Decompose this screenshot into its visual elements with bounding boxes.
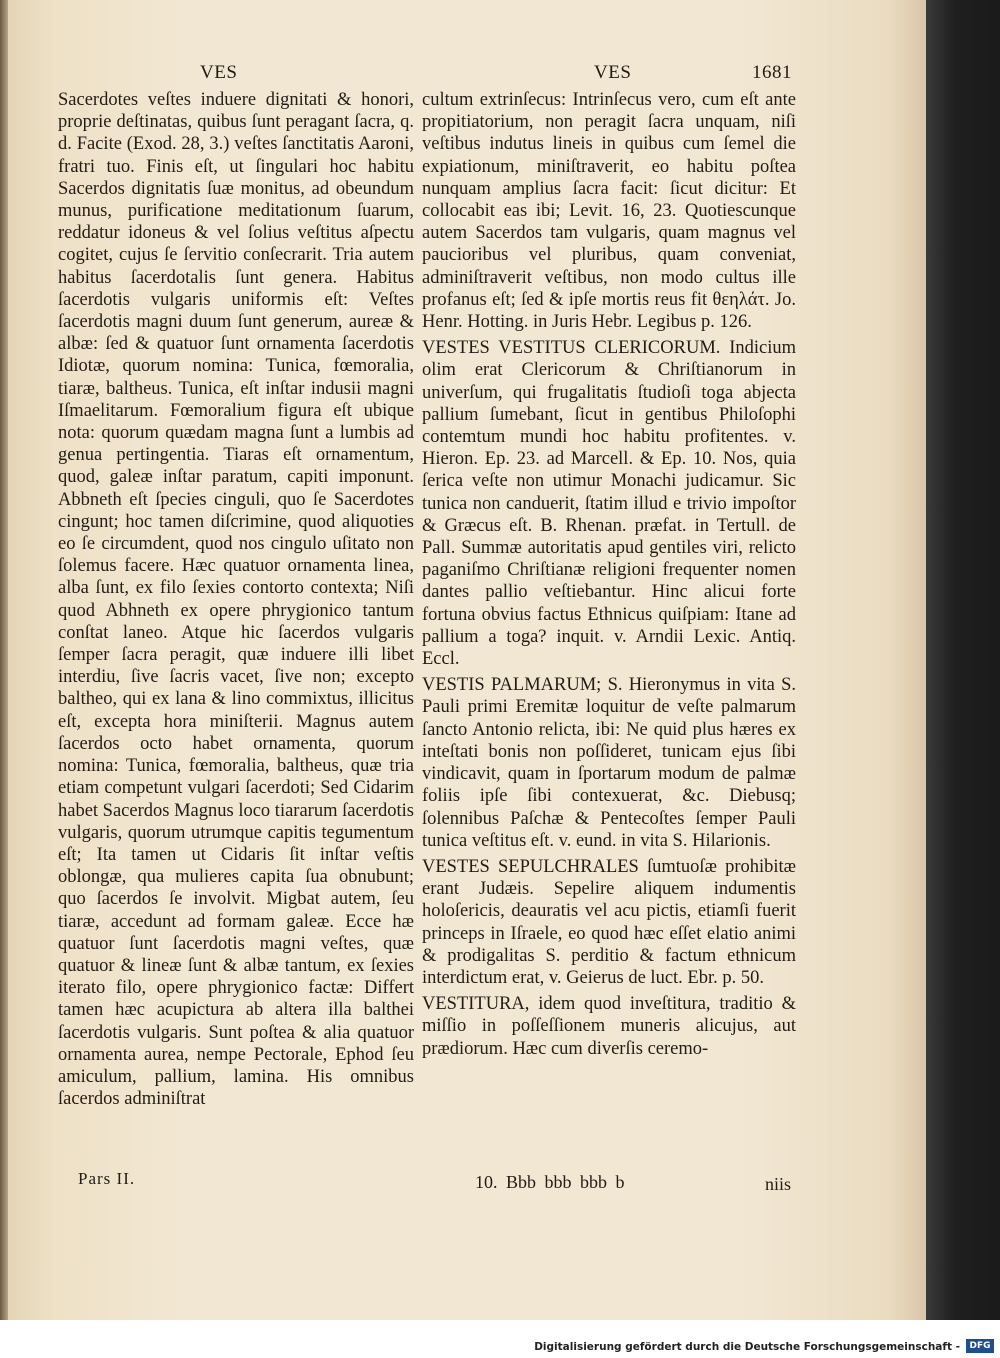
scan-background-edge [926,0,1000,1320]
left-column [58,89,414,1110]
dfg-credit-text: Digitalisierung gefördert durch die Deutsche Forschungsgemeinschaft - [534,1341,960,1353]
continuation-text: cultum extrinſecus: Intrinſecus vero, cum eſt ante propitiatorium, non peragit ſacra unquam, niſi veſtibus indutus lineis in quibus cum ſemel die expiationum, miniſtraverit, eo habitu poſtea nunquam amplius ſacra facit: ſicut dicitur: Et collocabit eas ibi; Levit. 16, 23. Quotiescunque autem Sacerdos tam vulgaris, quam magnus vel paucioribus vel pluribus, quam conveniat, adminiſtraverit veſtibus, non modo cultus ille profanus eſt; ſed & ipſe mortis reus fit θεηλάτ. Jo. Henr. Hotting. in Juris Hebr. Legibus p. 126. [422,90,796,333]
entry-text: S. Hieronymus in vita S. Pauli primi Eremitæ loquitur de veſte palmarum ſancto Antonio relicta, ibi: Ne quid plus hæres ex inteſtati bonis non poſſideret, tunicam ejus ſibi vindicavit, quam in ſportarum modum de palmæ foliis ipſe ſibi contexuerat, &c. Diebusq; ſolennibus Paſchæ & Pentecoſtes ſemper Pauli tunica veſtitus eſt. v. eund. in vita S. Hilarionis. [422,675,797,851]
entry-headword: VESTES VESTITUS CLERICORUM. [422,338,721,359]
dictionary-entry [422,856,796,989]
running-head-center: VES [594,62,632,83]
signature-mark-right: 10. Bbb bbb bbb b [475,1172,625,1192]
entry-headword: VESTIS PALMARUM; [422,675,602,696]
left-column-text: Sacerdotes veſtes induere dignitati & honori, proprie deſtinatas, quibus ſunt peragant ſacra, q. d. Facite (Exod. 28, 3.) veſtes ſanctitatis Aaroni, fratri tuo. Finis eſt, ut ſingulari hoc habitu Sacerdos dignitatis ſuæ monitus, ad obeundum munus, purificatione meditationum ſuarum, reddatur idoneus & vel ſolius veſtitus aſpectu cogitet, cujus ſe ſervitio conſecrarit. Tria autem habitus ſacerdotalis ſunt genera. Habitus ſacerdotis vulgaris uniformis eſt: Veſtes ſacerdotis magni duum ſunt generum, aureæ & albæ: ſed & quatuor ſunt ornamenta ſacerdotis Idiotæ, quorum nomina: Tunica, fœmoralia, tiaræ, baltheus. Tunica, eſt inſtar indusii magni Iſmaelitarum. Fœmoralium figura eſt ubique nota: quorum quædam magna ſunt a lumbis ad genua pertingentia. Tiaras eſt ornamentum, quod, galeæ inſtar paratum, capiti imponunt. Abbneth eſt ſpecies cinguli, quo ſe Sacerdotes cingunt; hoc tamen diſcrimine, quod aliquoties eo ſe circumdent, quod nos cingulo uſitato non ſolemus facere. Hæc quatuor ornamenta linea, alba ſunt, ex filo ſexies contorto contexta; Niſi quod Abhneth ex opere phrygionico tantum conſtat laneo. Atque hic ſacerdos vulgaris ſemper ſacra peragit, quæ induere illi libet interdiu, ſive ſacris vacet, ſive non; excepto baltheo, qui ex lana & lino commixtus, illicitus eſt, excepta hora miniſterii. Magnus autem ſacerdos octo habet ornamenta, quorum nomina: Tunica, fœmoralia, baltheus, quæ tria etiam competunt vulgari ſacerdoti; Sed Cidarim habet Sacerdos Magnus loco tiararum ſacerdotis vulgaris, quorum utrumque capitis tegumentum eſt; Ita tamen ut Cidaris ſit inſtar veſtis oblongæ, qua mulieres capita ſua obnubunt; quo ſacerdos ſe involvit. Migbat autem, ſeu tiaræ, accedunt ad formam galeæ. Ecce hæ quatuor ſunt ſacerdotis magni veſtes, quæ quatuor & lineæ ſunt & albæ tantum, ex ſexies iterato filo, opere phrygionico factæ: Differt tamen hæc acupictura ab altera illa balthei ſacerdotis vulgaris. Sunt poſtea & alia quatuor ornamenta aurea, nempe Pectorale, Ephod ſeu amiculum, pallium, lamina. His omnibus ſacerdos adminiſtrat [58,90,415,1110]
running-head-left: VES [200,62,238,83]
page-gutter-shadow [0,0,8,1320]
right-column [422,89,796,1064]
entry-text: idem quod inveſtitura, traditio & miſſio in poſſeſſionem muneris alicujus, aut prædiorum. Hæc cum diverſis ceremo- [422,994,796,1059]
dictionary-entry [422,674,796,852]
entry-headword: VESTES SEPULCHRALES [422,856,639,877]
entry-headword: VESTITURA, [422,994,530,1015]
entry-text: Indicium olim erat Clericorum & Chriſtianorum in univerſum, qui frugalitatis ſtudioſi toga abjecta pallium ſumebant, ſicut in gentibus Philoſophi contemtum mundi hoc habitu profitentes. v. Hieron. Ep. 23. ad Marcell. & Ep. 10. Nos, quia ſerica veſte non utimur Monachi judicamur. Sic tunica non canduerit, ſtatim illud e trivio impoſtor & Græcus eſt. B. Rhenan. præfat. in Tertull. de Pall. Summæ autoritatis apud gentiles viri, relicto paganiſmo Chriſtianæ religioni frequenter nomen dantes pallio veſtiebantur. Hinc alicui forte fortuna obvius factus Ethnicus quiſpiam: Itane ad pallium a toga? inquit. v. Arndii Lexic. Antiq. Eccl. [422,338,797,670]
dfg-logo-icon[interactable]: DFG [966,1339,994,1353]
dictionary-entry [422,337,796,670]
signature-mark-left: Pars II. [78,1169,136,1188]
catchword: niis [765,1174,792,1194]
entry-text: ſumtuoſæ prohibitæ erant Judæis. Sepelire aliquem indumentis holoſericis, deauratis vel acu pictis, etiamſi fuerit princeps in Iſraele, eo quod hæc eſſet elatio animi & prodigalitas S. perditio & factum ethnicum interdictum erat, v. Geierus de luct. Ebr. p. 50. [422,856,797,988]
dictionary-entry [422,993,796,1060]
page-number: 1681 [752,62,792,83]
